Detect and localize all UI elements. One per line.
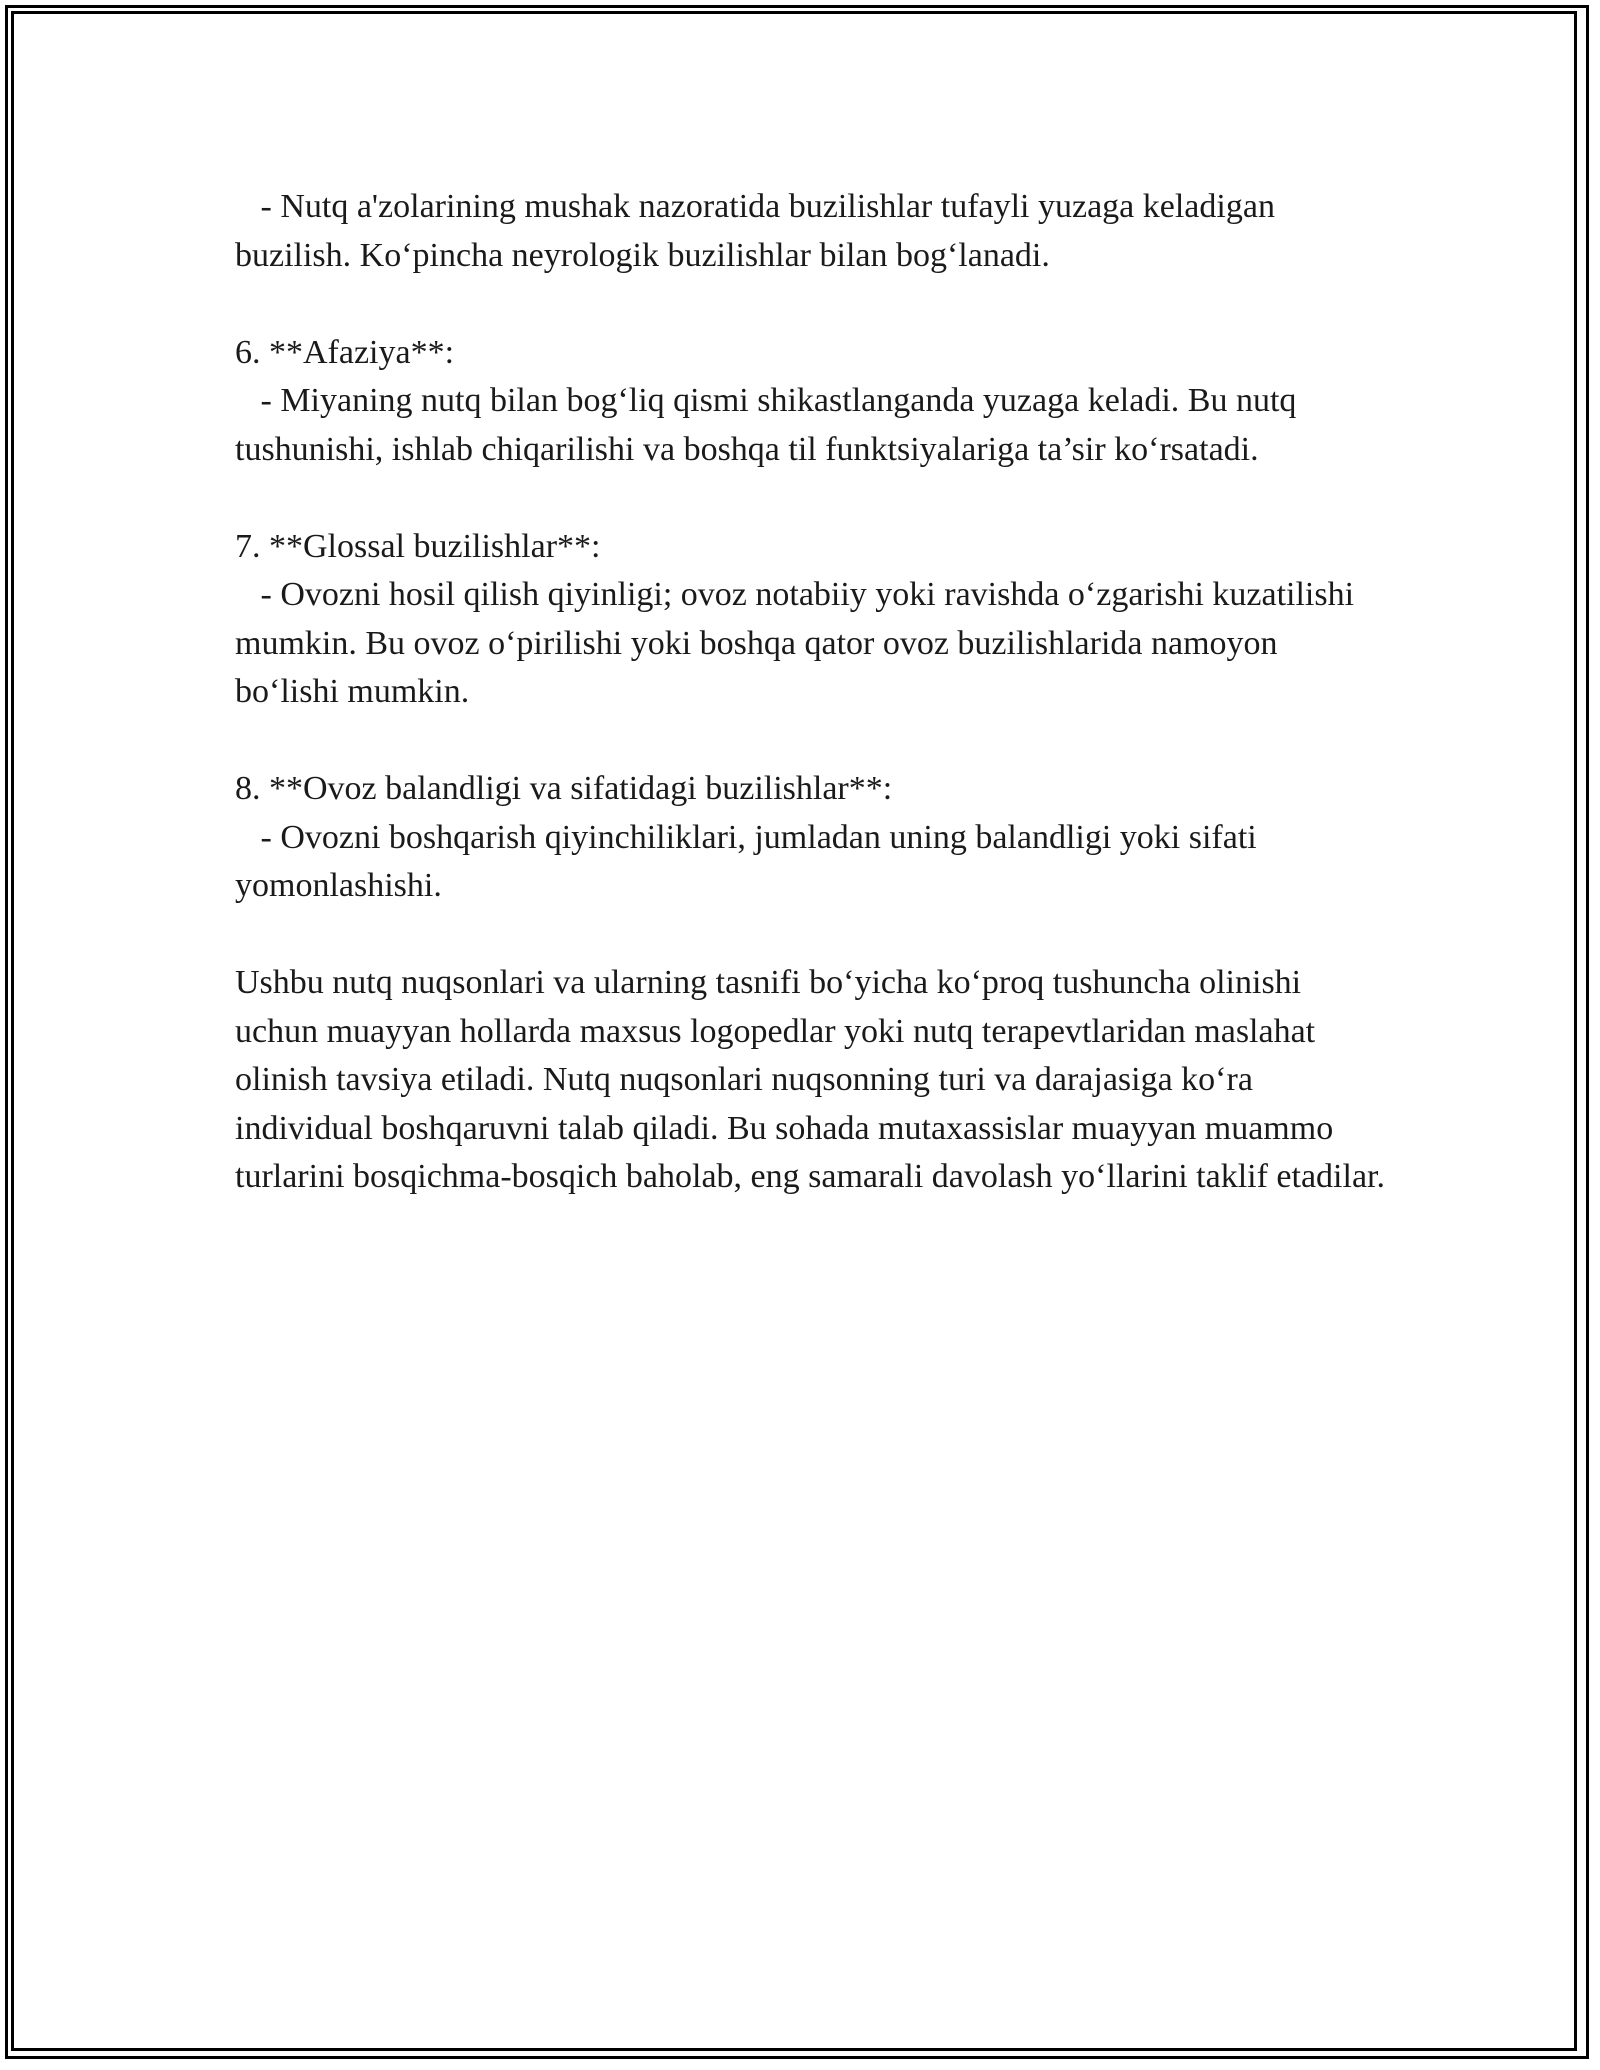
conclusion-paragraph [235,959,1385,1202]
list-item-heading: 6. **Afaziya**: [235,333,455,371]
list-item-aphasia [235,329,1385,475]
paragraph-dysarthria-description [235,183,1385,280]
list-item-heading: 7. **Glossal buzilishlar**: [235,527,601,565]
list-item-description: - Ovozni boshqarish qiyinchiliklari, jumladan uning balandligi yoki sifati yomonlashishi. [235,818,1266,904]
list-item-description: - Nutq a'zolarining mushak nazoratida buzilishlar tufayli yuzaga keladigan buzilish. Ko‘pincha neyrologik buzilishlar bilan bog‘lanadi. [235,188,1284,274]
list-item-glossal-disorders [235,523,1385,717]
list-item-heading: 8. **Ovoz balandligi va sifatidagi buzilishlar**: [235,770,893,807]
list-item-description: - Miyaning nutq bilan bog‘liq qismi shikastlanganda yuzaga keladi. Bu nutq tushunishi, ishlab chiqarilishi va boshqa til funktsiyalariga ta’sir ko‘rsatadi. [235,382,1305,468]
list-item-voice-disorders [235,765,1385,911]
list-item-description: - Ovozni hosil qilish qiyinligi; ovoz notabiiy yoki ravishda o‘zgarishi kuzatilishi mumkin. Bu ovoz o‘pirilishi yoki boshqa qator ovoz buzilishlarida namoyon bo‘lishi mumkin. [235,576,1363,710]
paragraph-text: Ushbu nutq nuqsonlari va ularning tasnifi bo‘yicha ko‘proq tushuncha olinishi uchun muayyan hollarda maxsus logopedlar yoki nutq terapevtlaridan maslahat olinish tavsiya etiladi. Nutq nuqsonlari nuqsonning turi va darajasiga ko‘ra individual boshqaruvni talab qiladi. Bu sohada mutaxassislar muayyan muammo turlarini bosqichma-bosqich baholab, eng samarali davolash yo‘llarini taklif etadilar. [235,964,1385,1195]
document-body [235,183,1385,1250]
